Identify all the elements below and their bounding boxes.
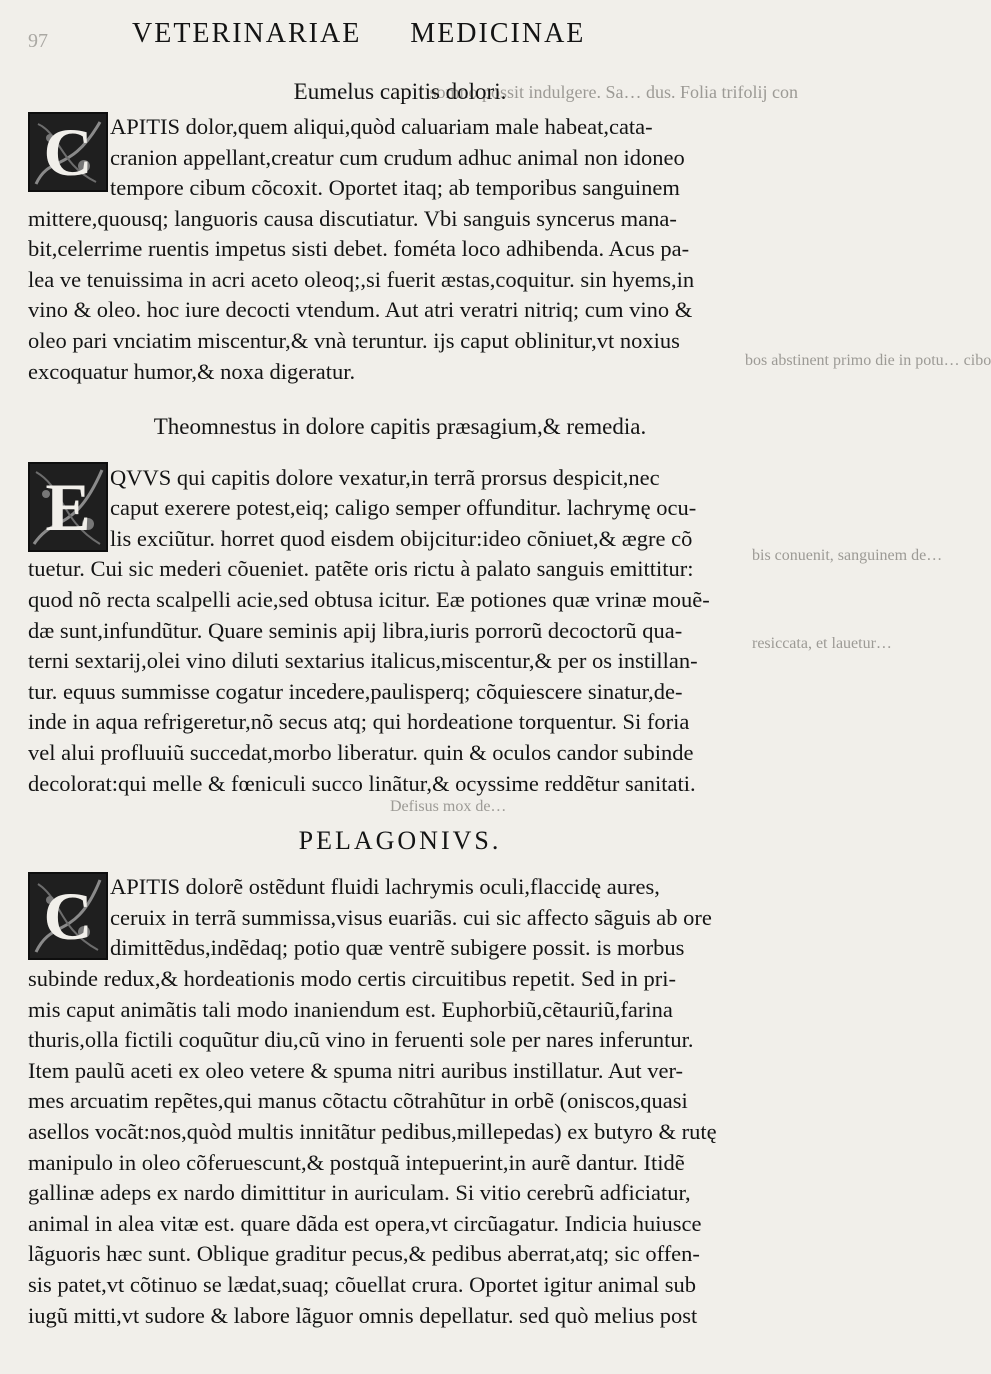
text-line: iugũ mitti,vt sudore & labore lãguor omnis depellatur. sed quò melius post [28, 1303, 698, 1328]
text-line: excoquatur humor,& noxa digeratur. [28, 359, 356, 384]
text-line: gallinæ adeps ex nardo dimittitur in auriculam. Si vitio cerebrũ adficiatur, [28, 1180, 691, 1205]
text-line: bit,celerrime ruentis impetus sisti debet. fométa loco adhibenda. Acus pa- [28, 236, 690, 261]
text-line: sis patet,vt cõtinuo se lædat,suaq; cõuellat crura. Oportet igitur animal sub [28, 1272, 696, 1297]
show-through-line: resiccata, et lauetur… [752, 635, 892, 652]
text-line: mes arcuatim repẽtes,qui manus cõtactu cõtrahũtur in orbẽ (oniscos,quasi [28, 1088, 688, 1113]
text-line: manipulo in oleo cõferuescunt,& postquã intepuerint,in aurẽ dantur. Itidẽ [28, 1150, 685, 1175]
show-through-line: bis conuenit, sanguinem de… [752, 547, 943, 564]
text-line: asellos vocãt:nos,quòd multis innitãtur pedibus,millepedas) ex butyro & rutę [28, 1119, 717, 1144]
text-line: caput exerere potest,eiq; caligo semper offunditur. lachrymę ocu- [110, 495, 697, 520]
show-through-line: somno possit indulgere. Sa… dus. Folia trifolij con [429, 82, 798, 102]
text-line: vel alui profluuiũ succedat,morbo liberatur. quin & oculos candor subinde [28, 740, 694, 765]
text-line: thuris,olla fictili coquũtur diu,cũ vino in feruenti sole per nares inferuntur. [28, 1027, 694, 1052]
text-line: inde in aqua refrigeretur,nõ secus atq; qui hordeatione torquentur. Si foria [28, 709, 690, 734]
text-line: APITIS dolorẽ ostẽdunt fluidi lachrymis oculi,flaccidę aures, [110, 874, 660, 899]
section-title: Eumelus capitis dolori. [293, 79, 507, 104]
page-number: 97 [28, 30, 48, 52]
text-line: cranion appellant,creatur cum crudum adhuc animal non idoneo [110, 145, 685, 170]
text-line: APITIS dolor,quem aliqui,quòd caluariam male habeat,cata- [110, 114, 653, 139]
section-title: PELAGONIVS. [298, 826, 502, 855]
text-line: vino & oleo. hoc iure decocti vtendum. Aut atri veratri nitriq; cum vino & [28, 297, 693, 322]
text-line: tur. equus summisse cogatur incedere,paulisperq; cõquiescere sinatur,de- [28, 679, 683, 704]
show-through-line: Defisus mox de… [390, 798, 507, 815]
text-line: tuetur. Cui sic mederi cõueniet. patẽte oris rictu à palato sanguis emittitur: [28, 556, 694, 581]
text-line: tempore cibum cõcoxit. Oportet itaq; ab temporibus sanguinem [110, 175, 680, 200]
text-line: quod nõ recta scalpelli acie,sed obtusa icitur. Eæ potiones quæ vrinæ mouẽ- [28, 587, 710, 612]
initial-letter: E [45, 469, 91, 545]
text-line: dimittẽdus,indẽdaq; potio quæ ventrẽ subigere possit. is morbus [110, 935, 685, 960]
text-line: lea ve tenuissima in acri aceto oleoq;,si fuerit æstas,coquitur. sin hyems,in [28, 267, 695, 292]
section-title: Theomnestus in dolore capitis præsagium,& remedia. [153, 414, 647, 439]
text-line: mittere,quousq; languoris causa discutiatur. Vbi sanguis syncerus mana- [28, 206, 677, 231]
initial-letter: C [43, 114, 93, 190]
text-line: QVVS qui capitis dolore vexatur,in terrã prorsus despicit,nec [110, 465, 660, 490]
text-line: ceruix in terrã summissa,visus euariãs. cui sic affecto sãguis ab ore [110, 905, 712, 930]
decorated-initial [28, 112, 108, 192]
show-through-line: bos abstinent primo die in potu… cibo [745, 352, 991, 369]
text-line: animal in alea vitæ est. quare dãda est opera,vt circũagatur. Indicia huiusce [28, 1211, 702, 1236]
running-head-left: VETERINARIAE [132, 18, 362, 49]
initial-letter: C [43, 878, 93, 954]
text-line: lãguoris hæc sunt. Oblique graditur pecus,& pedibus aberrat,atq; sic offen- [28, 1241, 700, 1266]
text-line: decolorat:qui melle & fœniculi succo linãtur,& ocyssime reddẽtur sanitati. [28, 771, 696, 796]
running-head [132, 18, 652, 50]
decorated-initial [28, 872, 108, 960]
text-line: dæ sunt,infundũtur. Quare seminis apij libra,iuris porrorũ decoctorũ qua- [28, 618, 683, 643]
text-line: terni sextarij,olei vino diluti sextarius italicus,miscentur,& per os instillan- [28, 648, 698, 673]
running-head-right: MEDICINAE [410, 18, 586, 49]
text-line: mis caput animãtis tali modo inaniendum est. Euphorbiũ,cẽtauriũ,farina [28, 997, 673, 1022]
text-line: subinde redux,& hordeationis modo certis circuitibus repetit. Sed in pri- [28, 966, 676, 991]
text-line: lis exciũtur. horret quod eisdem obijcitur:ideo cõniuet,& ægre cõ [110, 526, 693, 551]
decorated-initial [28, 462, 108, 552]
text-line: Item paulũ aceti ex oleo vetere & spuma nitri auribus instillatur. Aut ver- [28, 1058, 683, 1083]
text-line: oleo pari vnciatim miscentur,& vnà teruntur. ijs caput oblinitur,vt noxius [28, 328, 680, 353]
